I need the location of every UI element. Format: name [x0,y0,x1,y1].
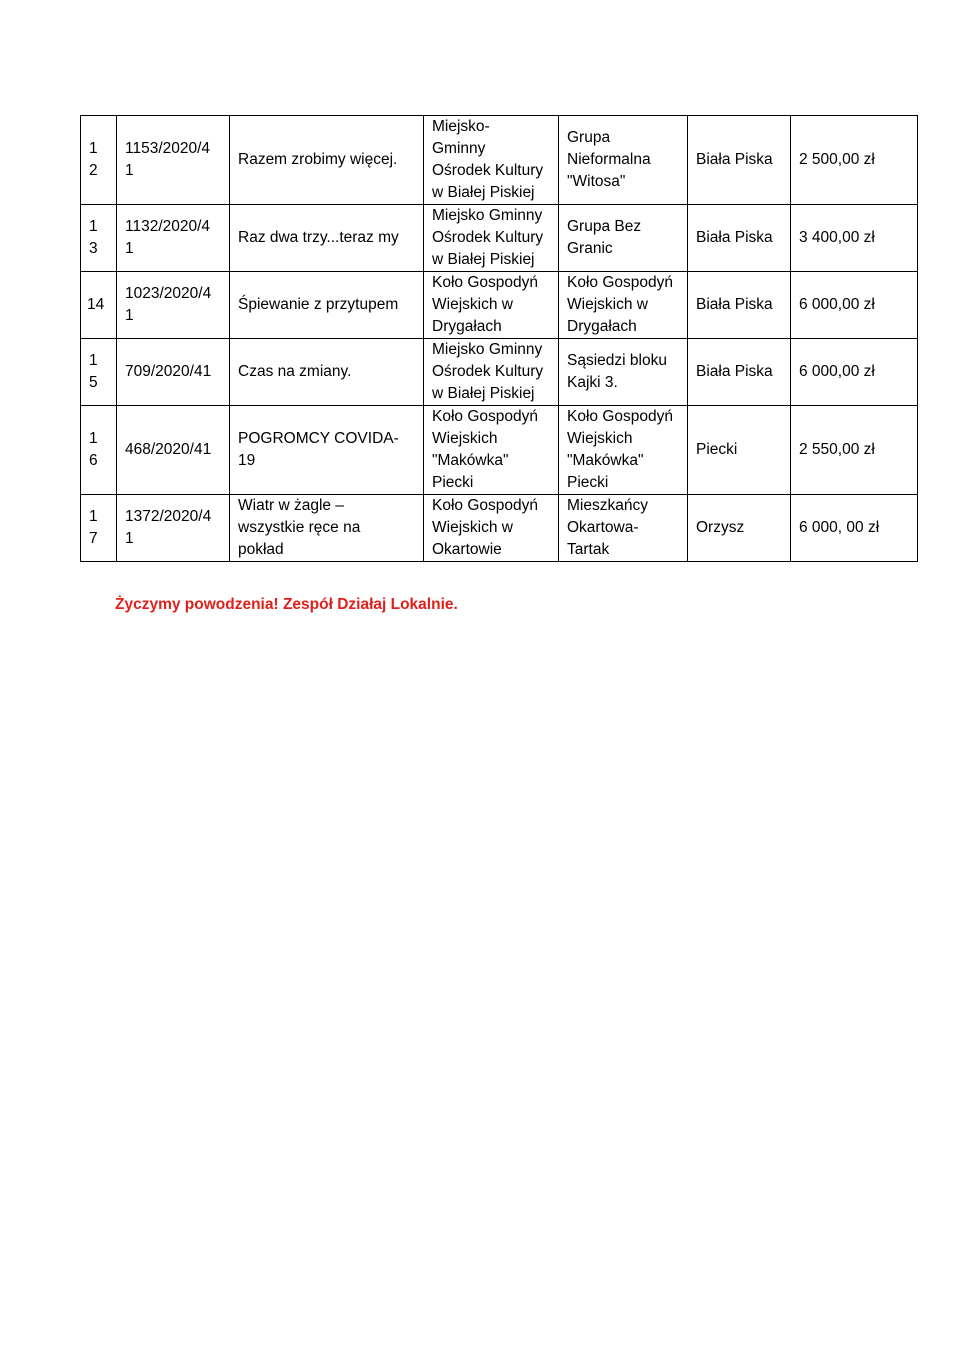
grants-table [80,115,918,562]
applicant-organization: Koło Gospodyń Wiejskich "Makówka" Piecki [424,406,559,495]
project-title: Razem zrobimy więcej. [230,116,424,205]
location: Orzysz [688,495,791,562]
row-number: 1 3 [81,205,117,272]
grant-amount: 2 500,00 zł [791,116,918,205]
applicant-organization: Miejsko- Gminny Ośrodek Kultury w Białej Piskiej [424,116,559,205]
location: Piecki [688,406,791,495]
table-row [81,339,918,406]
group-name: Sąsiedzi bloku Kajki 3. [559,339,688,406]
grant-amount: 6 000, 00 zł [791,495,918,562]
applicant-organization: Koło Gospodyń Wiejskich w Okartowie [424,495,559,562]
application-id: 1153/2020/4 1 [117,116,230,205]
location: Biała Piska [688,272,791,339]
application-id: 468/2020/41 [117,406,230,495]
application-id: 1372/2020/4 1 [117,495,230,562]
grant-amount: 3 400,00 zł [791,205,918,272]
project-title: Wiatr w żagle – wszystkie ręce na pokład [230,495,424,562]
row-number: 1 2 [81,116,117,205]
location: Biała Piska [688,339,791,406]
row-number: 1 7 [81,495,117,562]
applicant-organization: Miejsko Gminny Ośrodek Kultury w Białej Piskiej [424,339,559,406]
grant-amount: 6 000,00 zł [791,272,918,339]
applicant-organization: Koło Gospodyń Wiejskich w Drygałach [424,272,559,339]
row-number: 1 5 [81,339,117,406]
application-id: 709/2020/41 [117,339,230,406]
row-number: 1 6 [81,406,117,495]
project-title: POGROMCY COVIDA-19 [230,406,424,495]
closing-message: Życzymy powodzenia! Zespół Działaj Lokalnie. [115,596,458,613]
project-title: Czas na zmiany. [230,339,424,406]
group-name: Koło Gospodyń Wiejskich w Drygałach [559,272,688,339]
group-name: Koło Gospodyń Wiejskich "Makówka" Piecki [559,406,688,495]
application-id: 1132/2020/4 1 [117,205,230,272]
location: Biała Piska [688,205,791,272]
application-id: 1023/2020/4 1 [117,272,230,339]
group-name: Grupa Bez Granic [559,205,688,272]
group-name: Grupa Nieformalna "Witosa" [559,116,688,205]
table-row [81,495,918,562]
applicant-organization: Miejsko Gminny Ośrodek Kultury w Białej Piskiej [424,205,559,272]
group-name: Mieszkańcy Okartowa- Tartak [559,495,688,562]
location: Biała Piska [688,116,791,205]
project-title: Raz dwa trzy...teraz my [230,205,424,272]
grant-amount: 6 000,00 zł [791,339,918,406]
project-title: Śpiewanie z przytupem [230,272,424,339]
row-number: 14 [81,272,117,339]
table-row [81,116,918,205]
table-row [81,205,918,272]
grant-amount: 2 550,00 zł [791,406,918,495]
table-row [81,406,918,495]
table-row [81,272,918,339]
